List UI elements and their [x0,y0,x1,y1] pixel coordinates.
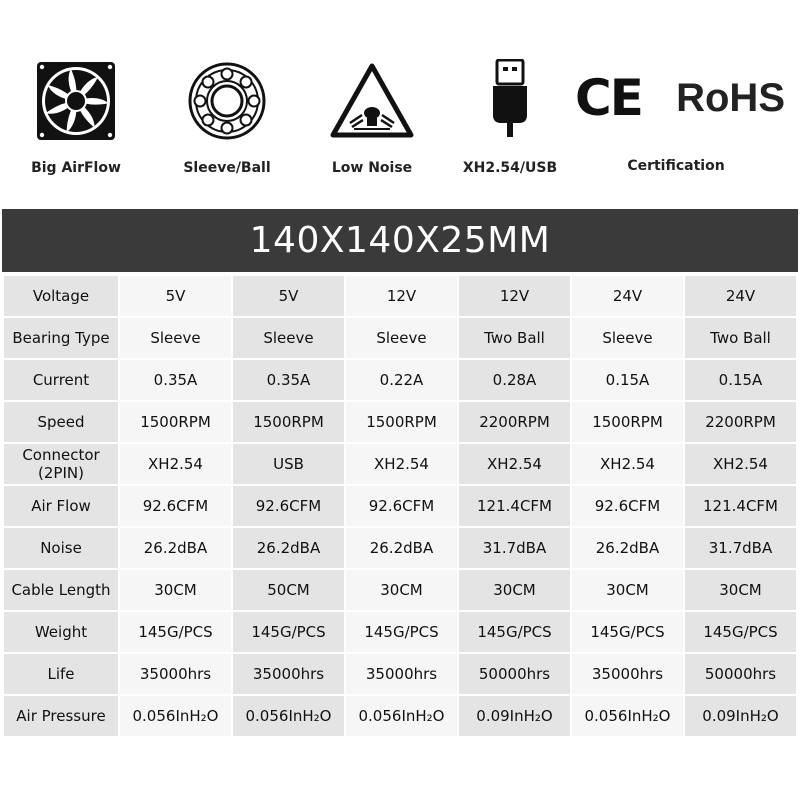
spec-value: 92.6CFM [232,485,345,527]
spec-value: 121.4CFM [684,485,797,527]
feature-sleeve-ball [157,58,297,176]
spec-value: 92.6CFM [119,485,232,527]
spec-value: XH2.54 [571,443,684,485]
spec-value: 92.6CFM [571,485,684,527]
spec-value: 1500RPM [571,401,684,443]
spec-value: 35000hrs [571,653,684,695]
spec-value: 0.35A [119,359,232,401]
spec-value: 5V [232,275,345,317]
spec-value: 30CM [345,569,458,611]
spec-row [3,317,797,359]
spec-value: Sleeve [119,317,232,359]
spec-label: Noise [3,527,119,569]
spec-value: 0.09InH₂O [458,695,571,737]
spec-value: 26.2dBA [119,527,232,569]
spec-label: Cable Length [3,569,119,611]
spec-value: Two Ball [458,317,571,359]
spec-value: 145G/PCS [119,611,232,653]
spec-value: 26.2dBA [345,527,458,569]
usb-connector-icon [490,59,530,143]
spec-value: 0.056InH₂O [232,695,345,737]
spec-label: Weight [3,611,119,653]
low-noise-warning-icon [330,63,414,139]
spec-value: 0.15A [571,359,684,401]
spec-value: Sleeve [232,317,345,359]
spec-value: 0.056InH₂O [571,695,684,737]
spec-value: XH2.54 [119,443,232,485]
fan-icon [36,61,116,141]
spec-value: 50000hrs [458,653,571,695]
spec-value: Sleeve [571,317,684,359]
feature-low-noise [302,58,442,176]
spec-value: 24V [684,275,797,317]
spec-value: 30CM [119,569,232,611]
spec-value: 1500RPM [345,401,458,443]
size-banner [2,209,798,272]
spec-row [3,611,797,653]
spec-label: Bearing Type [3,317,119,359]
spec-row [3,569,797,611]
spec-value: 145G/PCS [571,611,684,653]
spec-value: 2200RPM [458,401,571,443]
spec-value: 145G/PCS [345,611,458,653]
spec-value: 145G/PCS [684,611,797,653]
feature-big-airflow [6,58,146,176]
spec-value: XH2.54 [684,443,797,485]
feature-label: XH2.54/USB [462,160,558,176]
spec-value: 24V [571,275,684,317]
spec-label: Connector (2PIN) [3,443,119,485]
ce-mark: CE [575,69,642,127]
spec-row [3,359,797,401]
spec-value: 0.35A [232,359,345,401]
spec-value: 0.09InH₂O [684,695,797,737]
spec-value: 0.28A [458,359,571,401]
spec-value: 50CM [232,569,345,611]
spec-value: 30CM [458,569,571,611]
spec-row [3,695,797,737]
spec-label: Air Flow [3,485,119,527]
spec-value: 0.15A [684,359,797,401]
bearing-icon [187,61,267,141]
spec-value: 26.2dBA [571,527,684,569]
spec-value: 35000hrs [345,653,458,695]
spec-value: 0.22A [345,359,458,401]
spec-value: 35000hrs [232,653,345,695]
spec-value: XH2.54 [345,443,458,485]
spec-value: XH2.54 [458,443,571,485]
feature-label: Big AirFlow [31,160,121,176]
spec-label: Life [3,653,119,695]
spec-value: 121.4CFM [458,485,571,527]
certification-label: Certification [627,158,725,174]
spec-value: 50000hrs [684,653,797,695]
spec-value: 1500RPM [232,401,345,443]
spec-value: 1500RPM [119,401,232,443]
rohs-mark: RoHS [676,76,785,120]
spec-value: 145G/PCS [232,611,345,653]
spec-value: 31.7dBA [458,527,571,569]
spec-label: Current [3,359,119,401]
spec-value: Two Ball [684,317,797,359]
spec-value: 2200RPM [684,401,797,443]
spec-row [3,401,797,443]
spec-value: 92.6CFM [345,485,458,527]
spec-row [3,485,797,527]
spec-value: 30CM [571,569,684,611]
spec-label: Air Pressure [3,695,119,737]
spec-value: 12V [458,275,571,317]
spec-label: Voltage [3,275,119,317]
spec-table [2,274,798,738]
spec-value: 0.056InH₂O [345,695,458,737]
spec-value: 26.2dBA [232,527,345,569]
spec-row [3,275,797,317]
spec-value: Sleeve [345,317,458,359]
spec-value: 5V [119,275,232,317]
spec-row [3,443,797,485]
spec-row [3,653,797,695]
feature-label: Low Noise [331,160,413,176]
spec-value: 30CM [684,569,797,611]
spec-value: 12V [345,275,458,317]
spec-value: 35000hrs [119,653,232,695]
spec-value: 0.056InH₂O [119,695,232,737]
spec-value: 31.7dBA [684,527,797,569]
spec-row [3,527,797,569]
spec-value: 145G/PCS [458,611,571,653]
spec-value: USB [232,443,345,485]
banner-title: 140X140X25MM [249,220,551,261]
feature-label: Sleeve/Ball [183,160,271,176]
certification-marks [575,68,785,128]
feature-connector [440,58,580,176]
spec-label: Speed [3,401,119,443]
